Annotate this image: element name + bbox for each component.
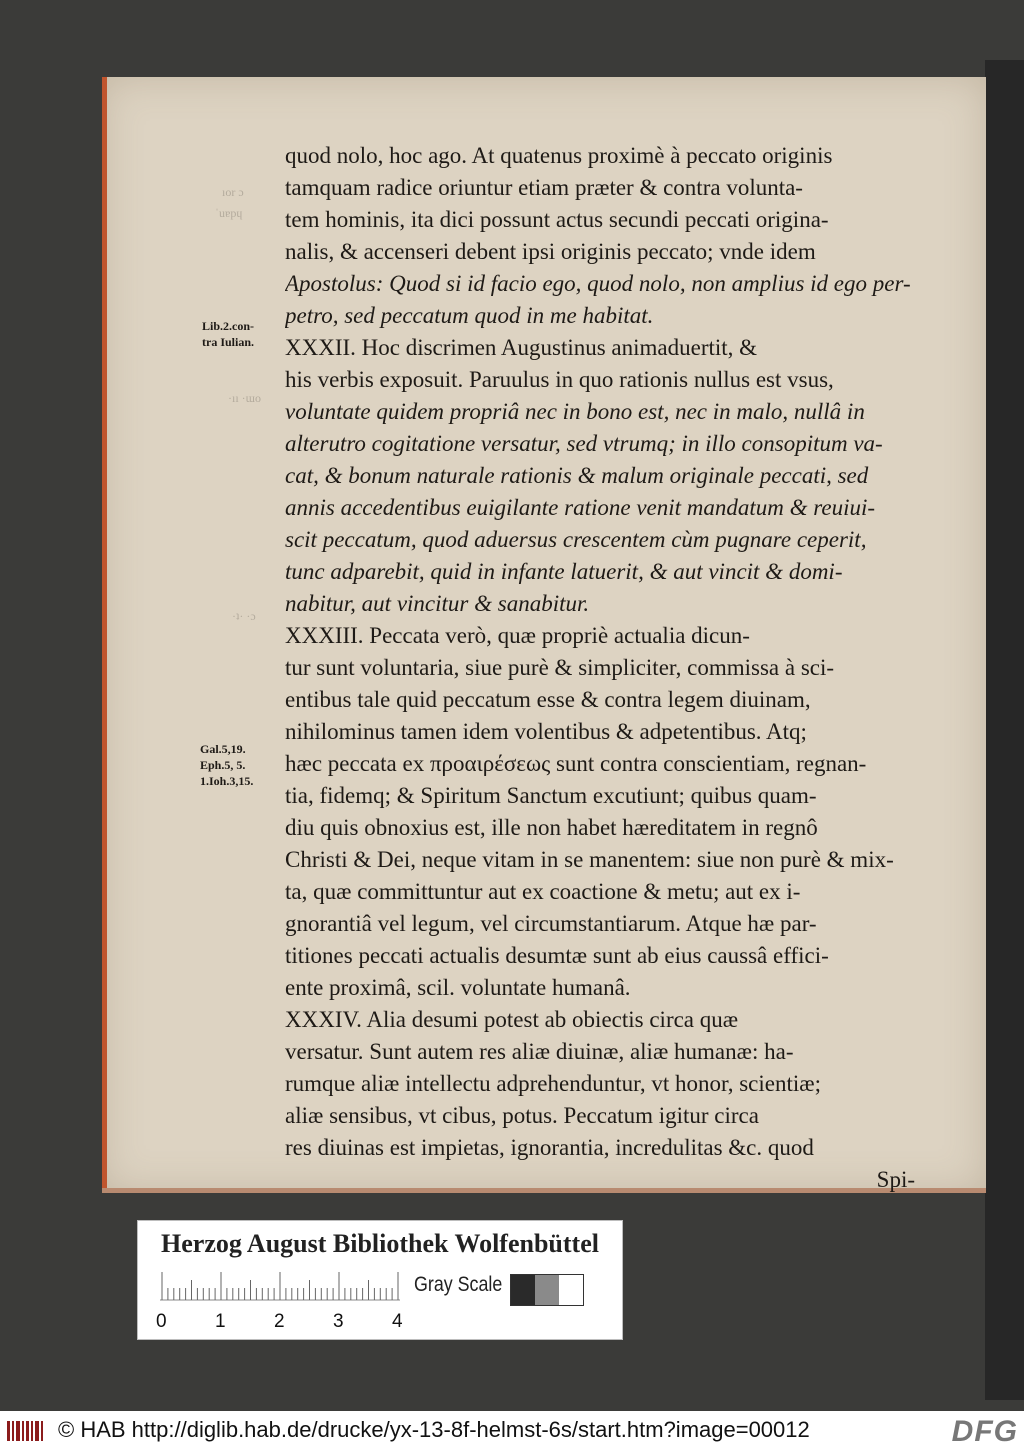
text-line: ente proximâ, scil. voluntate humanâ. bbox=[285, 975, 631, 1000]
margin-note-line: Eph.5, 5. bbox=[200, 758, 246, 772]
bleed-through-mark: ˈuɐpɥ bbox=[215, 206, 243, 220]
ruler-number: 3 bbox=[333, 1311, 344, 1332]
library-label-card bbox=[137, 1220, 623, 1340]
gray-swatch-light bbox=[559, 1275, 583, 1305]
margin-note-gal bbox=[200, 741, 253, 789]
catchword: Spi- bbox=[876, 1167, 915, 1192]
ruler-number: 1 bbox=[215, 1311, 226, 1332]
ruler-scale bbox=[160, 1271, 400, 1301]
ruler-number: 4 bbox=[392, 1311, 403, 1332]
text-line: voluntate quidem propriâ nec in bono est, nec in malo, nullâ in bbox=[285, 399, 865, 424]
text-line: XXXIII. Peccata verò, quæ propriè actualia dicun- bbox=[285, 623, 750, 648]
text-line: tia, fidemq; & Spiritum Sanctum excutiunt; quibus quam- bbox=[285, 783, 817, 808]
bleed-through-mark: ·ıı ·ɯo bbox=[228, 391, 261, 405]
text-line: rumque aliæ intellectu adprehenduntur, vt honor, scientiæ; bbox=[285, 1071, 821, 1096]
ruler-number: 2 bbox=[274, 1311, 285, 1332]
text-line: tur sunt voluntaria, siue purè & simpliciter, commissa à sci- bbox=[285, 655, 835, 680]
text-line: ta, quæ committuntur aut ex coactione & metu; aut ex i- bbox=[285, 879, 801, 904]
text-line: XXXII. Hoc discrimen Augustinus animaduertit, & bbox=[285, 335, 758, 360]
text-line: aliæ sensibus, vt cibus, potus. Peccatum igitur circa bbox=[285, 1103, 759, 1128]
text-line: diu quis obnoxius est, ille non habet hæreditatem in regnô bbox=[285, 815, 818, 840]
margin-note-line: tra Iulian. bbox=[202, 335, 255, 349]
gray-swatch-dark bbox=[511, 1275, 535, 1305]
text-line: annis accedentibus euigilante ratione venit mandatum & reuiui- bbox=[285, 495, 876, 520]
page-text bbox=[285, 140, 915, 1196]
text-line: Apostolus: Quod si id facio ego, quod nolo, non amplius id ego per- bbox=[285, 271, 911, 296]
text-line: scit peccatum, quod aduersus crescentem cùm pugnare ceperit, bbox=[285, 527, 867, 552]
bleed-through-mark: ıor ɔ bbox=[222, 185, 244, 199]
text-line: Christi & Dei, neque vitam in se manentem: siue non purè & mix- bbox=[285, 847, 894, 872]
text-line: nihilominus tamen idem volentibus & adpetentibus. Atq; bbox=[285, 719, 807, 744]
margin-note-line: Gal.5,19. bbox=[200, 742, 246, 756]
margin-note-line: Lib.2.con- bbox=[202, 319, 255, 333]
text-line: alterutro cogitatione versatur, sed vtrumq; in illo consopitum va- bbox=[285, 431, 883, 456]
text-line: tamquam radice oriuntur etiam præter & contra volunta- bbox=[285, 175, 803, 200]
text-line: tem hominis, ita dici possunt actus secundi peccati origina- bbox=[285, 207, 829, 232]
gray-scale-label: Gray Scale bbox=[414, 1273, 503, 1296]
text-line: gnorantiâ vel legum, vel circumstantiarum. Atque hæ par- bbox=[285, 911, 817, 936]
footer-bar bbox=[0, 1411, 1024, 1451]
text-line: res diuinas est impietas, ignorantia, incredulitas &c. quod bbox=[285, 1135, 814, 1160]
text-line: hæc peccata ex προαιρέσεως sunt contra conscientiam, regnan- bbox=[285, 751, 867, 776]
text-line: nalis, & accenseri debent ipsi originis peccato; vnde idem bbox=[285, 239, 816, 264]
text-line: versatur. Sunt autem res aliæ diuinæ, aliæ humanæ: ha- bbox=[285, 1039, 794, 1064]
margin-note-lib2 bbox=[202, 318, 254, 350]
text-line: quod nolo, hoc ago. At quatenus proximè à peccato originis bbox=[285, 143, 833, 168]
dfg-logo: DFG bbox=[951, 1415, 1018, 1448]
text-line: entibus tale quid peccatum esse & contra legem diuinam, bbox=[285, 687, 811, 712]
margin-note-line: 1.Ioh.3,15. bbox=[200, 774, 254, 788]
text-line: his verbis exposuit. Paruulus in quo rationis nullus est vsus, bbox=[285, 367, 834, 392]
text-line: nabitur, aut vincitur & sanabitur. bbox=[285, 591, 590, 616]
page-red-edge bbox=[102, 77, 107, 1193]
gray-swatch-mid bbox=[535, 1275, 559, 1305]
text-line: XXXIV. Alia desumi potest ab obiectis circa quæ bbox=[285, 1007, 739, 1032]
text-line: petro, sed peccatum quod in me habitat. bbox=[285, 303, 654, 328]
text-line: cat, & bonum naturale rationis & malum originale peccati, sed bbox=[285, 463, 869, 488]
hab-barcode-icon bbox=[6, 1419, 46, 1443]
gray-scale-swatch bbox=[510, 1274, 584, 1306]
bleed-through-mark: ·ʇ· ·ɔ bbox=[232, 609, 256, 623]
scanner-background bbox=[985, 60, 1024, 1400]
text-line: titiones peccati actualis desumtæ sunt ab eius caussâ effici- bbox=[285, 943, 829, 968]
library-name: Herzog August Bibliothek Wolfenbüttel bbox=[161, 1229, 599, 1258]
ruler-number: 0 bbox=[156, 1311, 167, 1332]
copyright-url[interactable]: © HAB http://diglib.hab.de/drucke/yx-13-8f-helmst-6s/start.htm?image=00012 bbox=[58, 1417, 810, 1442]
text-line: tunc adparebit, quid in infante latuerit, & aut vincit & domi- bbox=[285, 559, 843, 584]
